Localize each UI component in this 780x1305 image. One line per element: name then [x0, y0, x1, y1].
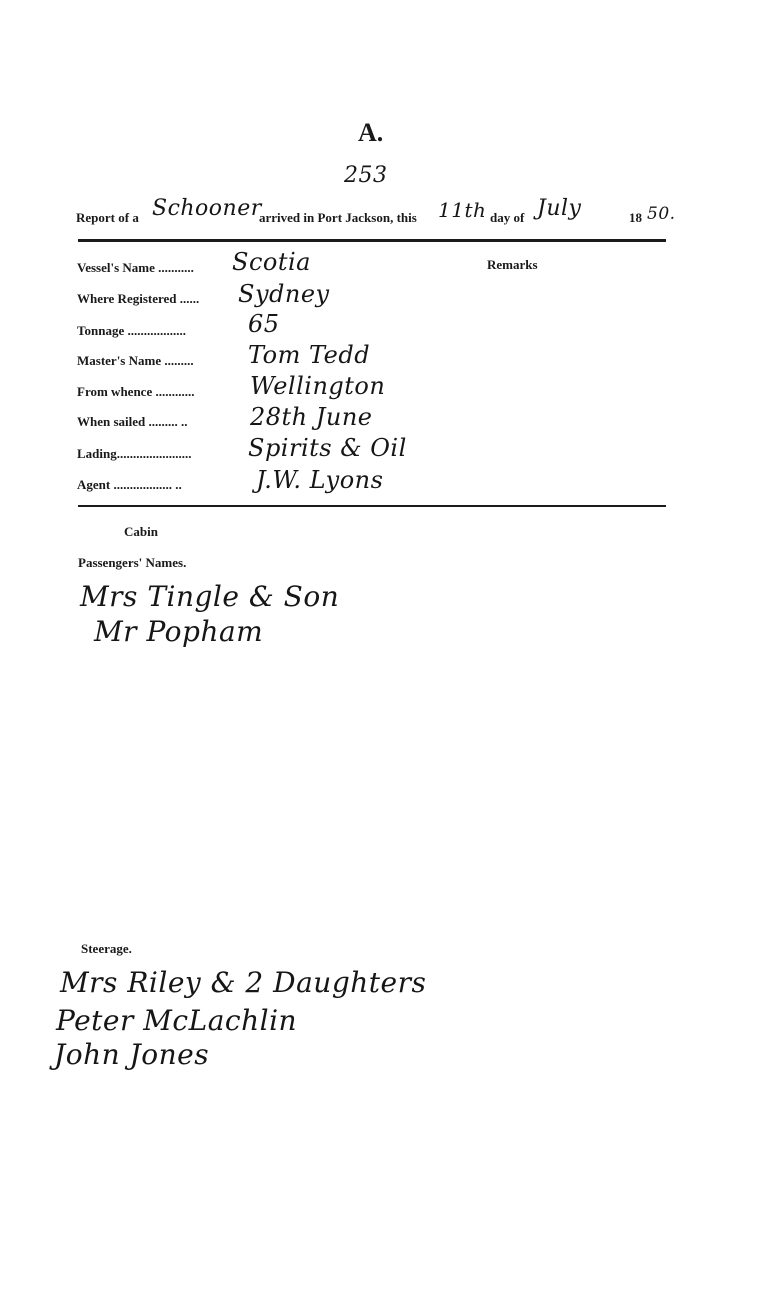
- steerage-passenger: Mrs Riley & 2 Daughters: [60, 966, 427, 999]
- bottom-rule: [78, 505, 666, 507]
- passengers-label: Passengers' Names.: [78, 555, 187, 570]
- cabin-passenger: Mr Popham: [94, 615, 264, 648]
- year-printed: 18: [629, 210, 642, 225]
- report-middle: arrived in Port Jackson, this: [259, 210, 417, 225]
- report-prefix: Report of a: [76, 210, 139, 225]
- day-handwritten: 11th: [438, 198, 487, 222]
- field-label-from-whence: From whence ............: [77, 384, 195, 399]
- field-label-agent: Agent .................. ..: [77, 477, 182, 492]
- field-label-lading: Lading.......................: [77, 446, 192, 461]
- vessel-type-handwritten: Schooner: [152, 196, 262, 221]
- field-label-when-sailed: When sailed ......... ..: [77, 414, 188, 429]
- folio-number: 253: [344, 163, 388, 188]
- field-value-agent: J.W. Lyons: [256, 466, 384, 494]
- field-value-when-sailed: 28th June: [250, 403, 373, 431]
- cabin-label: Cabin: [124, 524, 158, 539]
- field-value-vessel-name: Scotia: [232, 248, 311, 276]
- field-label-master-name: Master's Name .........: [77, 353, 194, 368]
- field-value-from-whence: Wellington: [250, 372, 386, 400]
- field-value-where-registered: Sydney: [238, 280, 330, 308]
- field-label-where-registered: Where Registered ......: [77, 291, 200, 306]
- steerage-passenger: Peter McLachlin: [56, 1004, 298, 1037]
- form-letter: A.: [358, 118, 384, 147]
- cabin-passenger: Mrs Tingle & Son: [80, 580, 340, 613]
- field-label-tonnage: Tonnage ..................: [77, 323, 186, 338]
- steerage-label: Steerage.: [81, 941, 132, 956]
- field-value-tonnage: 65: [248, 310, 280, 338]
- month-handwritten: July: [537, 196, 582, 221]
- field-value-master-name: Tom Tedd: [248, 341, 371, 369]
- top-rule: [78, 239, 666, 242]
- report-line: [76, 196, 676, 228]
- day-of-label: day of: [490, 210, 525, 225]
- remarks-label: Remarks: [487, 257, 538, 272]
- field-value-lading: Spirits & Oil: [248, 434, 407, 462]
- field-label-vessel-name: Vessel's Name ...........: [77, 260, 194, 275]
- year-handwritten: 50.: [647, 204, 676, 224]
- steerage-passenger: John Jones: [54, 1038, 210, 1071]
